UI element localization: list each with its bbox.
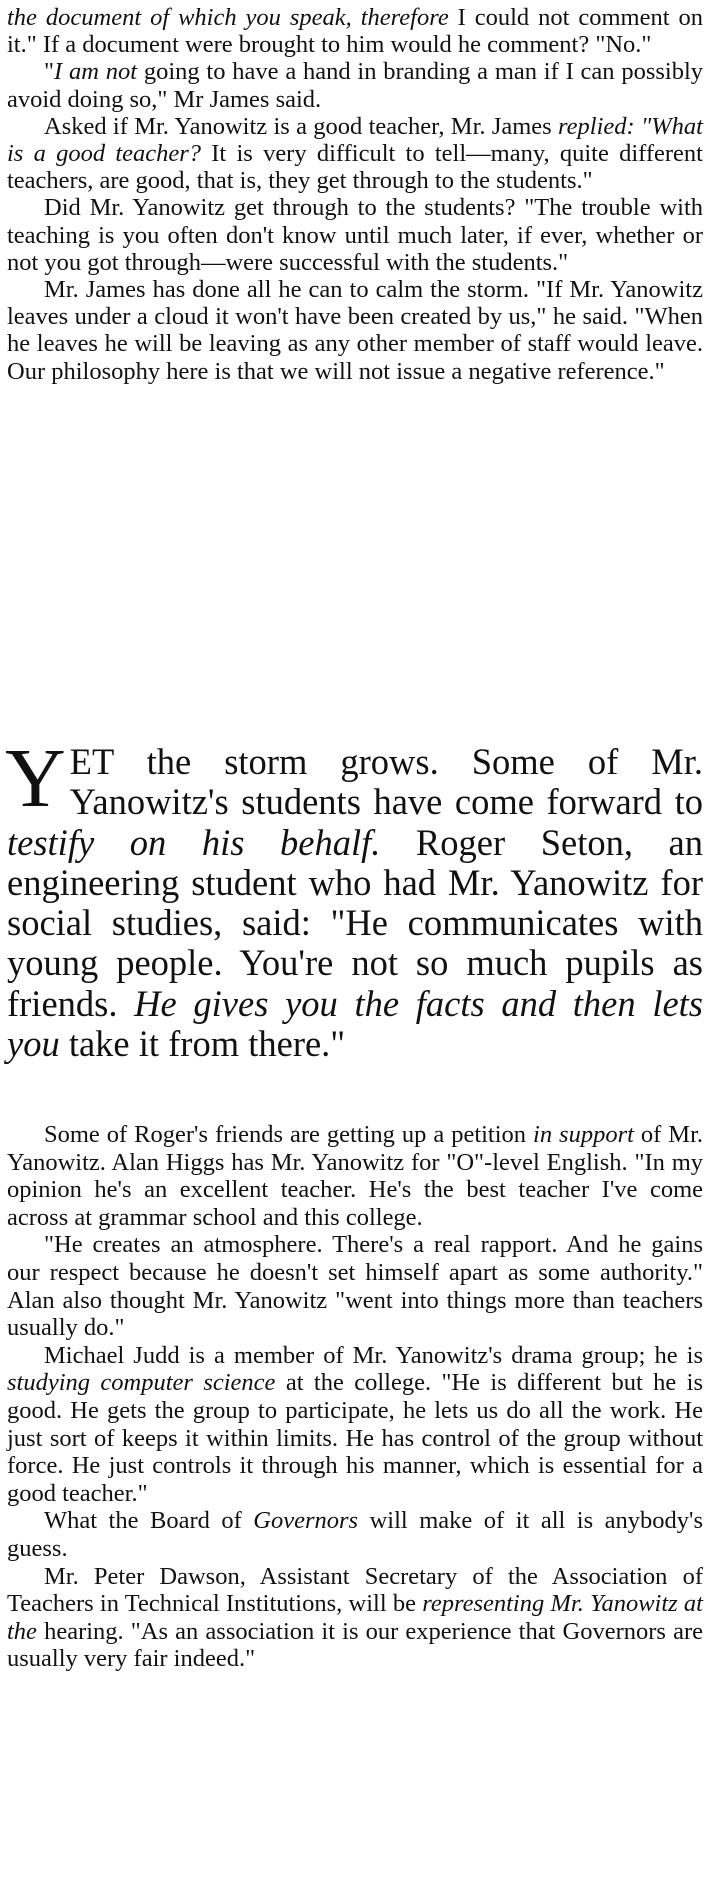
text-run: in support: [533, 1121, 634, 1148]
text-run: Mr. James has done all he can to calm the storm. "If Mr. Yanowitz leaves under a cloud it won't have been created by us," he said. "When he leaves he will be leaving as any other member of staff would leave. Our philosophy here is that we will not issue a negative reference.": [7, 276, 703, 385]
text-run: going to have a hand in branding a man if I can possibly avoid doing so," Mr James said.: [7, 58, 703, 113]
text-run: I am not: [54, 58, 138, 86]
text-run: Mr. Peter Dawson, Assistant Secretary of the Association of Teachers in Technical Institutions, will be: [7, 1562, 703, 1618]
text-run: What the Board of: [44, 1507, 254, 1535]
paragraph-atmosphere: [7, 1231, 703, 1341]
paragraph-branding-quote: [7, 58, 703, 112]
article-body-section: [7, 1121, 703, 1673]
paragraph-association: [7, 1563, 703, 1673]
article-continuation-section: [7, 4, 703, 385]
text-run: hearing. "As an association it is our experience that Governors are usually very fair indeed.": [7, 1617, 703, 1673]
text-run: Asked if Mr. Yanowitz is a good teacher, Mr. James: [44, 112, 559, 140]
paragraph-good-teacher: [7, 113, 703, 195]
text-run: studying computer science: [7, 1369, 276, 1397]
text-run: at the college. "He is different but he is good. He gets the group to participate, he lets us do all the work. He just sort of keeps it within limits. He has control of the group without force. He just controls it through his manner, which is essential for a good teacher.": [7, 1369, 703, 1507]
text-run: will make of it all is anybody's guess.: [7, 1507, 703, 1562]
text-run: take it from there.": [59, 1023, 346, 1065]
text-run: "He creates an atmosphere. There's a real rapport. And he gains our respect because he doesn't set himself apart as some authority." Alan also thought Mr. Yanowitz "went into things more than teachers usually do.": [7, 1231, 703, 1342]
paragraph-get-through: [7, 194, 703, 276]
text-run: of Mr. Yanowitz. Alan Higgs has Mr. Yanowitz for "O"-level English. "In my opinion he's an excellent teacher. He's the best teacher I've come across at grammar school and this college.: [7, 1121, 704, 1231]
paragraph-board-of-governors: [7, 1507, 703, 1562]
text-run: ": [44, 58, 55, 86]
text-run: It is very difficult to tell—many, quite different teachers, are good, that is, they get through to the students.": [7, 140, 703, 195]
text-run: representing Mr. Yanowitz at the: [7, 1590, 703, 1645]
text-run: Roger Seton, an engineering student who had Mr. Yanowitz for social studies, said: "He communicates with young people. You're not so much pupils as friends.: [7, 821, 704, 1024]
text-run: Some of Roger's friends are getting up a petition: [44, 1121, 534, 1148]
text-run: Governors: [253, 1507, 359, 1535]
text-run: I could not comment on it." If a document were brought to him would he comment? "No.": [7, 4, 703, 59]
text-run: Michael Judd is a member of Mr. Yanowitz's drama group; he is: [44, 1341, 703, 1369]
paragraph-petition: [7, 1121, 703, 1231]
text-run: the document of which you speak, therefore: [7, 4, 449, 31]
lead-paragraph: [5, 732, 704, 1065]
text-run: testify on his behalf.: [7, 821, 381, 863]
text-run: replied: "What is a good teacher?: [7, 112, 703, 168]
drop-cap-letter: Y: [5, 732, 66, 825]
paragraph-drama-group: [7, 1342, 703, 1508]
text-run: ET the storm grows. Some of Mr. Yanowitz's students have come forward to: [69, 741, 703, 823]
text-run: Did Mr. Yanowitz get through to the students? "The trouble with teaching is you often don't know until much later, if ever, whether or not you got through—were successful with the students.": [7, 194, 703, 276]
paragraph-calm-storm: [7, 276, 703, 385]
paragraph-document-comment: [7, 4, 703, 58]
text-run: He gives you the facts and then lets you: [7, 982, 704, 1065]
section-lead-paragraph: [5, 732, 704, 1065]
